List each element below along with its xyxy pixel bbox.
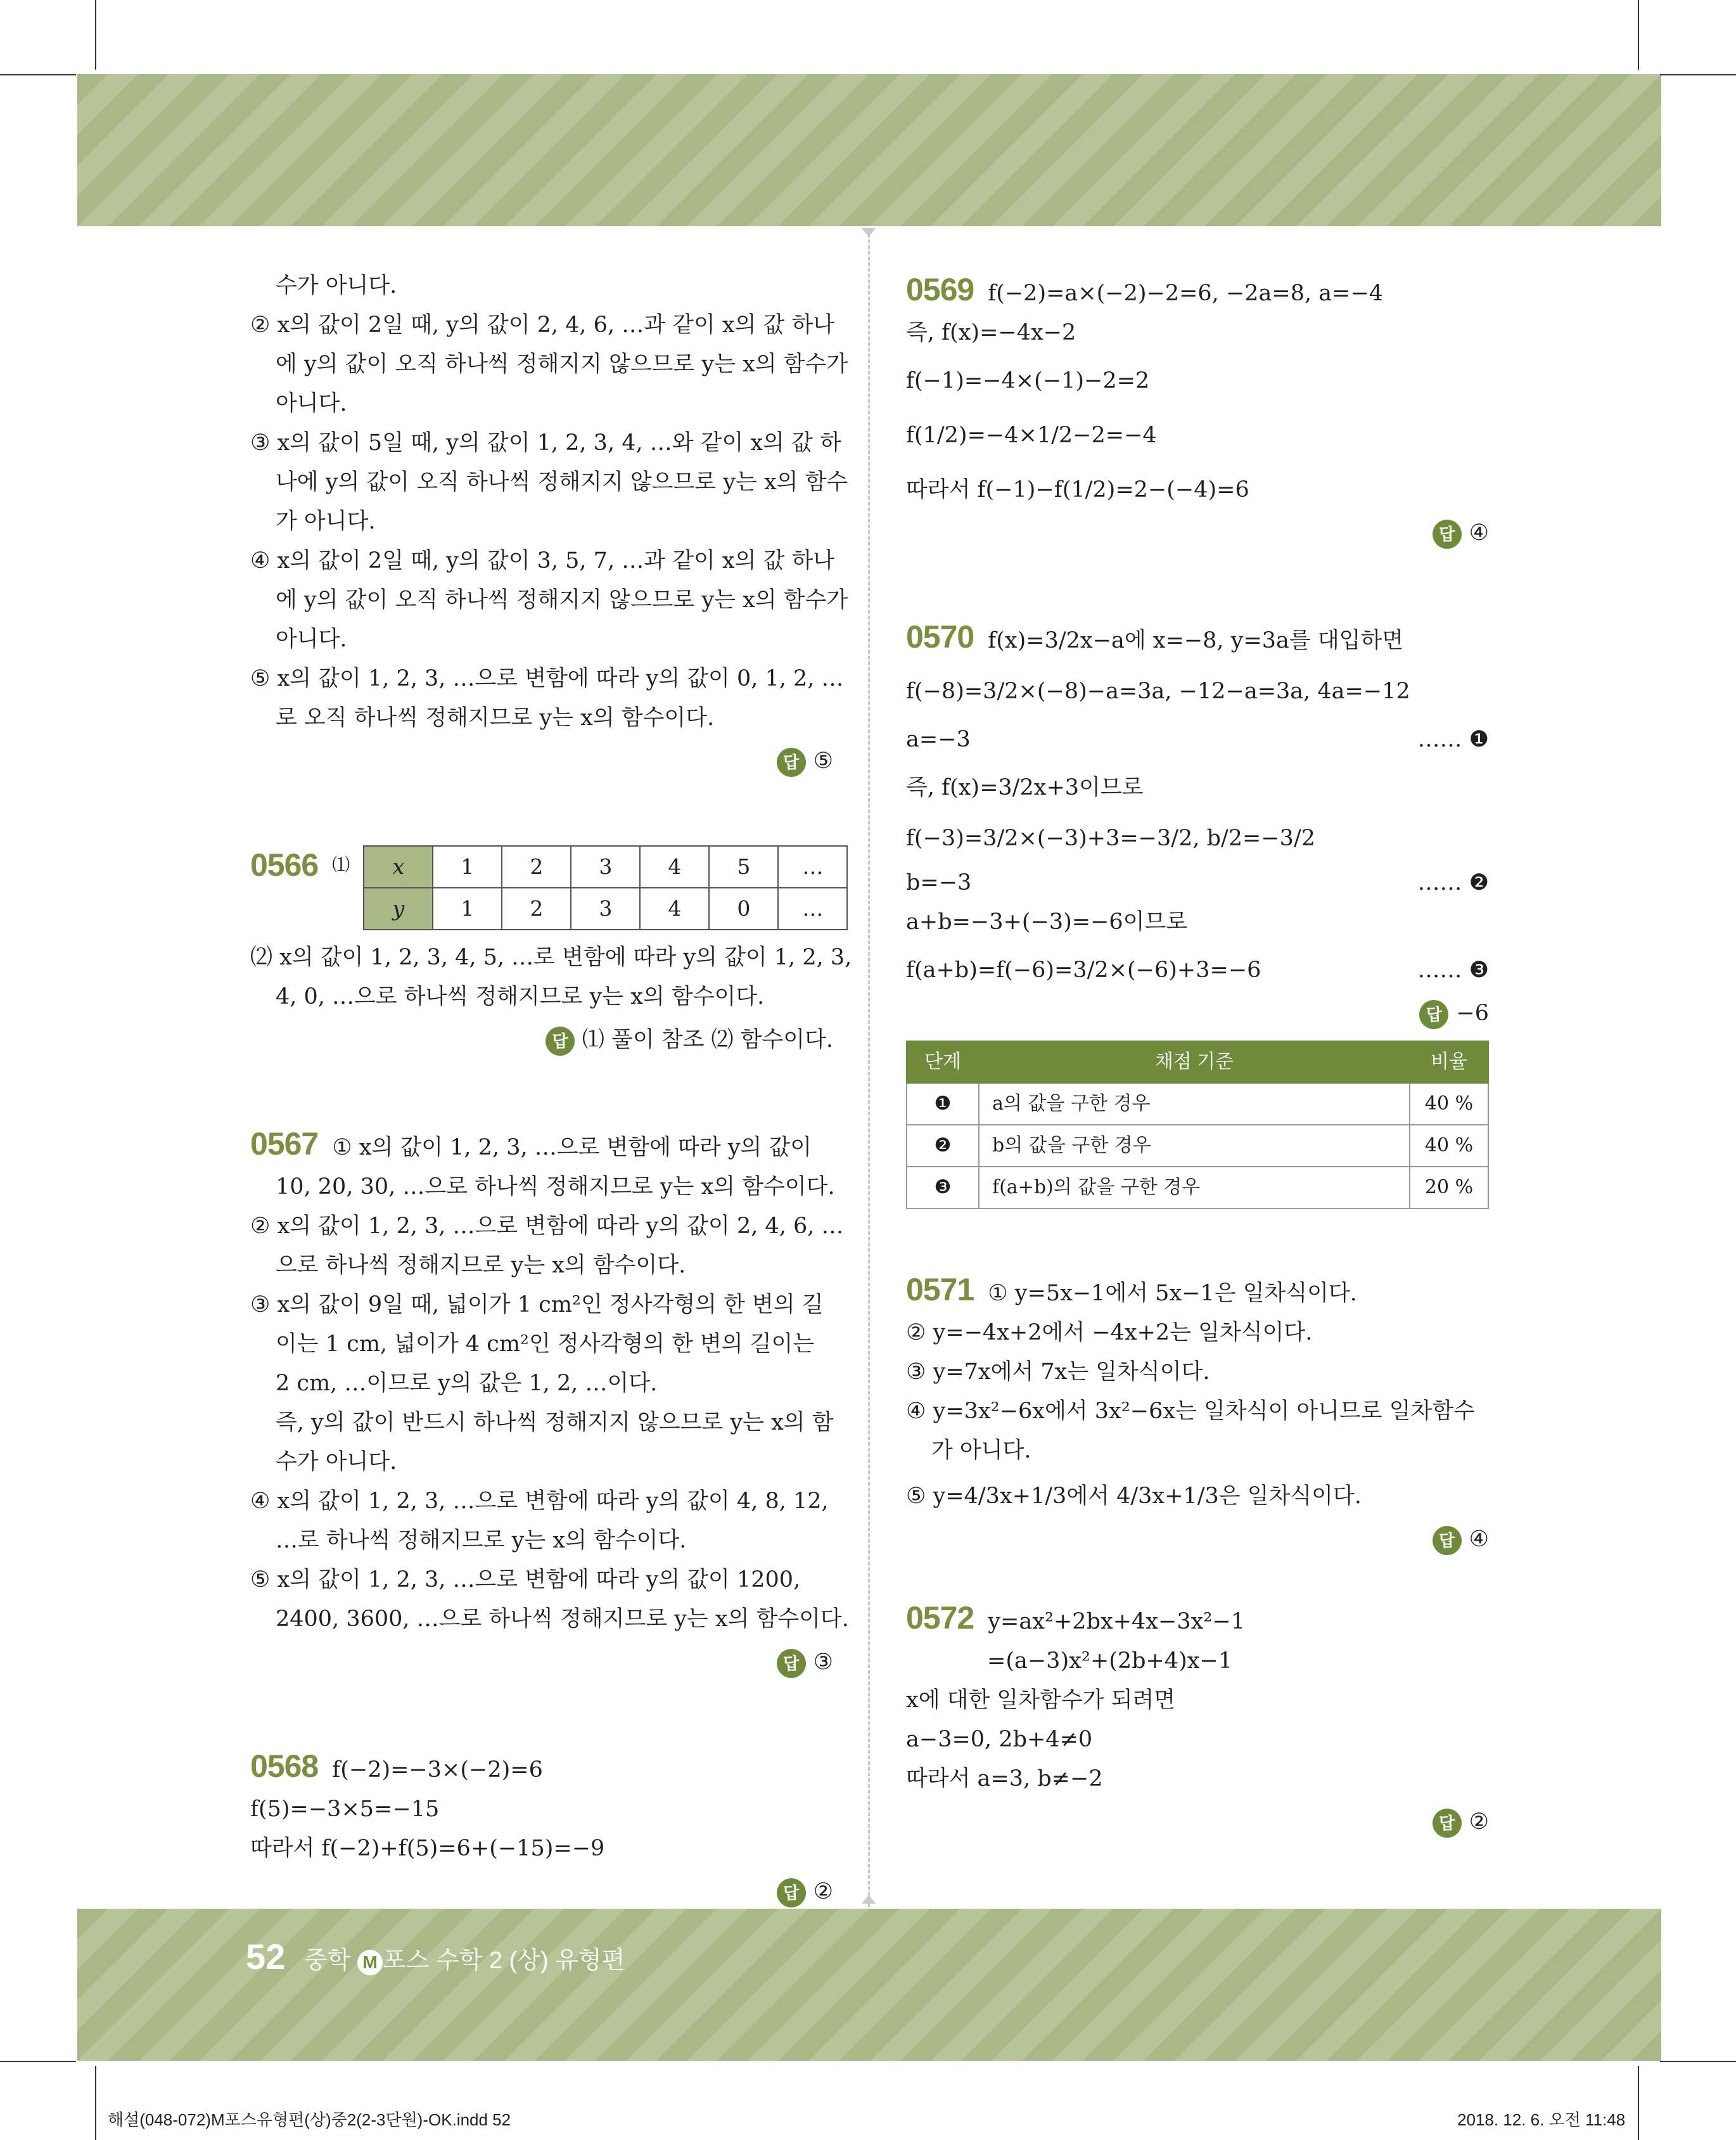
- table-cell: ❷: [907, 1125, 979, 1167]
- problem-0572: [906, 1598, 1489, 1842]
- problem-0571: [906, 1270, 1489, 1559]
- text-line: 따라서 a=3, b≠−2: [906, 1766, 1103, 1791]
- text-line: 수가 아니다.: [276, 273, 397, 298]
- text-line: 즉, y의 값이 반드시 하나씩 정해지지 않으므로 y는 x의 함: [276, 1410, 834, 1435]
- text-line: f(x)=3/2x−a에 x=−8, y=3a를 대입하면: [988, 628, 1404, 653]
- text-line: 따라서 f(−2)+f(5)=6+(−15)=−9: [250, 1836, 605, 1861]
- text-line: …로 하나씩 정해지므로 y는 x의 함수이다.: [276, 1528, 687, 1553]
- table-row: [364, 888, 847, 930]
- crop-mark: [0, 2061, 76, 2062]
- step-marker: …… ❸: [1417, 958, 1489, 983]
- crop-mark: [1660, 74, 1736, 75]
- table-cell: 5: [709, 846, 778, 888]
- answer-row: [250, 1643, 833, 1682]
- table-cell: 4: [640, 846, 709, 888]
- file-slug: 해설(048-072)M포스유형편(상)중2(2-3단원)-OK.indd 52: [108, 2110, 511, 2129]
- text-line: 2400, 3600, …으로 하나씩 정해지므로 y는 x의 함수이다.: [276, 1606, 849, 1632]
- crop-mark: [1638, 2066, 1639, 2140]
- text-line: 이는 1 cm, 넓이가 4 cm²인 정사각형의 한 변의 길이는: [276, 1331, 815, 1357]
- crop-mark: [1660, 2061, 1736, 2062]
- text-line: 즉, f(x)=−4x−2: [906, 320, 1076, 345]
- answer-value: ④: [1469, 520, 1489, 546]
- problem-number: 0567: [250, 1126, 319, 1162]
- text-line: ① x의 값이 1, 2, 3, …으로 변함에 따라 y의 값이: [332, 1135, 812, 1160]
- table-cell: 4: [640, 888, 709, 930]
- text-line: f(−1)=−4×(−1)−2=2: [906, 368, 1150, 394]
- table-row: [907, 1083, 1488, 1125]
- answer-value: ⑴ 풀이 참조 ⑵ 함수이다.: [582, 1027, 833, 1053]
- column-divider: [868, 228, 870, 1907]
- table-cell: …: [778, 846, 847, 888]
- text-line: 가 아니다.: [931, 1438, 1031, 1463]
- text-line: a−3=0, 2b+4≠0: [906, 1727, 1093, 1752]
- answer-row: [250, 1872, 833, 1911]
- table-cell: 40 %: [1410, 1125, 1488, 1167]
- problem-0568: [250, 1746, 833, 1911]
- table-header-row: [907, 1041, 1488, 1083]
- problem-number: 0571: [906, 1272, 974, 1307]
- table-cell: 40 %: [1410, 1083, 1488, 1125]
- text-line: b=−3: [906, 870, 972, 895]
- text-line: =(a−3)x²+(2b+4)x−1: [987, 1648, 1233, 1674]
- text-line: 따라서 f(−1)−f(1/2)=2−(−4)=6: [906, 477, 1249, 503]
- text-line: f(5)=−3×5=−15: [250, 1797, 440, 1822]
- answer-row: [250, 741, 833, 781]
- text-line: 10, 20, 30, …으로 하나씩 정해지므로 y는 x의 함수이다.: [276, 1174, 835, 1200]
- step-marker: …… ❶: [1417, 727, 1489, 752]
- text-line: y=ax²+2bx+4x−3x²−1: [988, 1609, 1245, 1634]
- answer-row: [906, 994, 1489, 1033]
- table-cell: 0: [709, 888, 778, 930]
- answer-badge: 답: [1419, 1000, 1448, 1029]
- text-line: ③ y=7x에서 7x는 일차식이다.: [906, 1359, 1210, 1385]
- answer-badge: 답: [777, 1649, 806, 1678]
- problem-number: 0566: [250, 847, 319, 883]
- answer-row: [250, 1020, 833, 1060]
- problem-0567: [250, 1124, 849, 1682]
- answer-value: ⑤: [813, 748, 833, 774]
- table-cell: 20 %: [1410, 1167, 1488, 1208]
- divider-bottom-arrow: [862, 1895, 876, 1904]
- divider-top-arrow: [862, 228, 876, 237]
- table-cell: x: [364, 846, 433, 888]
- text-line: x에 대한 일차함수가 되려면: [906, 1688, 1176, 1713]
- table-row: [364, 846, 847, 888]
- text-line: 수가 아니다.: [276, 1449, 397, 1475]
- problem-number: 0570: [906, 619, 974, 655]
- problem-0569: [906, 270, 1489, 553]
- answer-badge: 답: [777, 1878, 806, 1907]
- answer-value: ②: [813, 1879, 833, 1904]
- text-line: ⑤ y=4/3x+1/3에서 4/3x+1/3은 일차식이다.: [906, 1483, 1362, 1509]
- answer-row: [906, 1802, 1489, 1842]
- right-column: [906, 266, 1489, 1845]
- text-line: 으로 하나씩 정해지므로 y는 x의 함수이다.: [276, 1253, 686, 1278]
- answer-value: ②: [1469, 1809, 1489, 1835]
- left-column: [250, 266, 852, 1915]
- table-cell: 2: [502, 888, 571, 930]
- text-line: f(−2)=−3×(−2)=6: [332, 1757, 543, 1783]
- table-cell: ❸: [907, 1167, 979, 1208]
- table-cell: …: [778, 888, 847, 930]
- text-line: ④ x의 값이 2일 때, y의 값이 3, 5, 7, …과 같이 x의 값 하나: [250, 548, 835, 573]
- text-line: ⑤ x의 값이 1, 2, 3, …으로 변함에 따라 y의 값이 1200,: [250, 1567, 801, 1592]
- text-line: f(a+b)=f(−6)=3/2×(−6)+3=−6: [906, 958, 1261, 983]
- table-row: [907, 1167, 1488, 1208]
- text-line: 4, 0, …으로 하나씩 정해지므로 y는 x의 함수이다.: [276, 984, 765, 1009]
- xy-table: [363, 845, 848, 930]
- text-line: a=−3: [906, 727, 971, 752]
- text-line: 에 y의 값이 오직 하나씩 정해지지 않으므로 y는 x의 함수가: [276, 352, 848, 377]
- table-header: 비율: [1410, 1041, 1488, 1083]
- book-title-text: 포스 수학 2 (상) 유형편: [382, 1947, 625, 1974]
- text-line: ⑵ x의 값이 1, 2, 3, 4, 5, …로 변함에 따라 y의 값이 1, 2, 3,: [250, 945, 852, 970]
- page-number: 52: [246, 1937, 286, 1977]
- book-title: [304, 1940, 625, 1975]
- answer-badge: 답: [777, 748, 806, 777]
- text-line: 에 y의 값이 오직 하나씩 정해지지 않으므로 y는 x의 함수가: [276, 587, 848, 613]
- table-cell: 3: [571, 888, 640, 930]
- text-line: ⑤ x의 값이 1, 2, 3, …으로 변함에 따라 y의 값이 0, 1, 2, …: [250, 666, 844, 691]
- crop-mark: [95, 2066, 96, 2140]
- text-line: 즉, f(x)=3/2x+3이므로: [906, 775, 1144, 800]
- table-header: 단계: [907, 1041, 979, 1083]
- text-line: 로 오직 하나씩 정해지므로 y는 x의 함수이다.: [276, 705, 715, 731]
- text-line: ④ y=3x²−6x에서 3x²−6x는 일차식이 아니므로 일차함수: [906, 1399, 1475, 1424]
- answer-badge: 답: [546, 1027, 575, 1056]
- table-cell: f(a+b)의 값을 구한 경우: [979, 1167, 1410, 1208]
- text-line: ③ x의 값이 5일 때, y의 값이 1, 2, 3, 4, …와 같이 x의 값 하: [250, 430, 841, 456]
- text-line: 아니다.: [276, 627, 347, 652]
- answer-value: ④: [1469, 1527, 1489, 1552]
- m-logo-icon: M: [357, 1950, 383, 1975]
- text-line: ② x의 값이 1, 2, 3, …으로 변함에 따라 y의 값이 2, 4, 6, …: [250, 1214, 844, 1239]
- text-line: f(−3)=3/2×(−3)+3=−3/2, b/2=−3/2: [906, 826, 1316, 851]
- table-cell: 1: [433, 846, 502, 888]
- sub-label: ⑴: [332, 854, 350, 875]
- step-marker: …… ❷: [1417, 870, 1489, 895]
- text-line: f(−8)=3/2×(−8)−a=3a, −12−a=3a, 4a=−12: [906, 679, 1410, 704]
- footer-band: [77, 1909, 1661, 2061]
- answer-row: [906, 1520, 1489, 1559]
- crop-mark: [1638, 0, 1639, 70]
- problem-0570: [906, 617, 1489, 1209]
- table-cell: y: [364, 888, 433, 930]
- text-line: 가 아니다.: [276, 509, 376, 534]
- crop-mark: [95, 0, 96, 70]
- text-line: ② y=−4x+2에서 −4x+2는 일차식이다.: [906, 1320, 1313, 1345]
- text-line: a+b=−3+(−3)=−6이므로: [906, 909, 1188, 935]
- answer-value: ③: [813, 1650, 833, 1675]
- problem-0566: [250, 845, 852, 1060]
- date-slug: 2018. 12. 6. 오전 11:48: [1457, 2110, 1626, 2129]
- table-cell: 2: [502, 846, 571, 888]
- text-line: f(−2)=a×(−2)−2=6, −2a=8, a=−4: [988, 281, 1384, 306]
- text-line: ① y=5x−1에서 5x−1은 일차식이다.: [988, 1281, 1357, 1306]
- answer-badge: 답: [1433, 1526, 1462, 1555]
- text-line: 2 cm, …이므로 y의 값은 1, 2, …이다.: [276, 1371, 658, 1396]
- text-line: f(1/2)=−4×1/2−2=−4: [906, 423, 1157, 448]
- table-cell: a의 값을 구한 경우: [979, 1083, 1410, 1125]
- table-cell: b의 값을 구한 경우: [979, 1125, 1410, 1167]
- problem-number: 0572: [906, 1600, 974, 1636]
- text-line: ④ x의 값이 1, 2, 3, …으로 변함에 따라 y의 값이 4, 8, 12,: [250, 1489, 829, 1514]
- book-title-prefix: 중학: [304, 1947, 351, 1974]
- table-header: 채점 기준: [979, 1041, 1410, 1083]
- text-line: 아니다.: [276, 391, 347, 416]
- text-line: 나에 y의 값이 오직 하나씩 정해지지 않으므로 y는 x의 함수: [276, 470, 848, 495]
- answer-value: −6: [1456, 1001, 1489, 1026]
- header-band: [77, 74, 1661, 226]
- answer-badge: 답: [1433, 1809, 1462, 1838]
- text-line: ② x의 값이 2일 때, y의 값이 2, 4, 6, …과 같이 x의 값 하나: [250, 312, 835, 338]
- table-cell: 1: [433, 888, 502, 930]
- problem-number: 0569: [906, 272, 974, 307]
- crop-mark: [0, 74, 76, 75]
- answer-badge: 답: [1433, 520, 1462, 549]
- table-row: [907, 1125, 1488, 1167]
- text-line: ③ x의 값이 9일 때, 넓이가 1 cm²인 정사각형의 한 변의 길: [250, 1292, 824, 1317]
- table-cell: ❶: [907, 1083, 979, 1125]
- answer-row: [906, 513, 1489, 553]
- grading-table: [906, 1041, 1489, 1209]
- table-cell: 3: [571, 846, 640, 888]
- problem-number: 0568: [250, 1748, 319, 1784]
